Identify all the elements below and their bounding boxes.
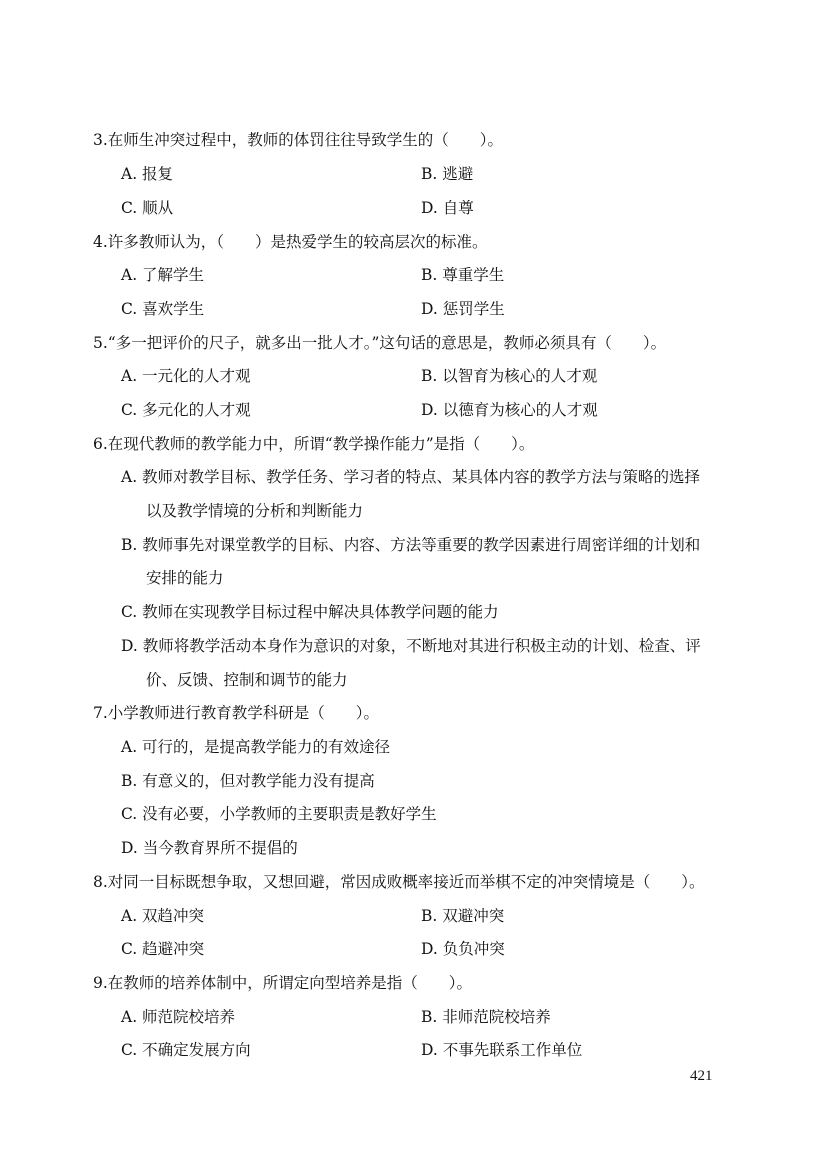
option-b: B. 非师范院校培养 bbox=[421, 1008, 551, 1026]
question-stem: 8.对同一目标既想争取，又想回避，常因成败概率接近而举棋不定的冲突情境是（ ）。 bbox=[93, 873, 705, 891]
question-stem: 5.“多一把评价的尺子，就多出一批人才。”这句话的意思是，教师必须具有（ ）。 bbox=[93, 334, 667, 352]
option-b-continued: 安排的能力 bbox=[146, 569, 224, 587]
option-a: A. 师范院校培养 bbox=[121, 1008, 236, 1026]
option-d: D. 当今教育界所不提倡的 bbox=[121, 839, 298, 857]
option-c: C. 喜欢学生 bbox=[121, 300, 205, 318]
option-a-continued: 以及教学情境的分析和判断能力 bbox=[146, 502, 364, 520]
option-c: C. 不确定发展方向 bbox=[121, 1041, 251, 1059]
option-d: D. 教师将教学活动本身作为意识的对象，不断地对其进行积极主动的计划、检查、评 bbox=[121, 637, 701, 655]
option-d: D. 负负冲突 bbox=[421, 940, 505, 958]
option-d-continued: 价、反馈、控制和调节的能力 bbox=[146, 671, 348, 689]
option-d: D. 惩罚学生 bbox=[421, 300, 505, 318]
option-b: B. 尊重学生 bbox=[421, 266, 505, 284]
option-a: A. 双趋冲突 bbox=[121, 907, 205, 925]
option-d: D. 不事先联系工作单位 bbox=[421, 1041, 583, 1059]
page-number: 421 bbox=[690, 1068, 713, 1084]
option-b: B. 逃避 bbox=[421, 165, 474, 183]
option-d: D. 以德育为核心的人才观 bbox=[421, 401, 598, 419]
option-a: A. 报复 bbox=[121, 165, 174, 183]
option-c: C. 没有必要，小学教师的主要职责是教好学生 bbox=[121, 805, 437, 823]
option-a: A. 可行的，是提高教学能力的有效途径 bbox=[121, 738, 391, 756]
option-c: C. 教师在实现教学目标过程中解决具体教学问题的能力 bbox=[121, 603, 499, 621]
option-b: B. 教师事先对课堂教学的目标、内容、方法等重要的教学因素进行周密详细的计划和 bbox=[121, 536, 701, 554]
option-c: C. 顺从 bbox=[121, 199, 174, 217]
question-stem: 7.小学教师进行教育教学科研是（ ）。 bbox=[93, 704, 380, 722]
option-c: C. 多元化的人才观 bbox=[121, 401, 251, 419]
question-stem: 3.在师生冲突过程中，教师的体罚往往导致学生的（ ）。 bbox=[93, 131, 504, 149]
option-b: B. 双避冲突 bbox=[421, 907, 505, 925]
option-b: B. 有意义的，但对教学能力没有提高 bbox=[121, 772, 375, 790]
question-stem: 6.在现代教师的教学能力中，所谓“教学操作能力”是指（ ）。 bbox=[93, 435, 535, 453]
option-b: B. 以智育为核心的人才观 bbox=[421, 367, 598, 385]
option-d: D. 自尊 bbox=[421, 199, 474, 217]
option-a: A. 了解学生 bbox=[121, 266, 205, 284]
option-a: A. 教师对教学目标、教学任务、学习者的特点、某具体内容的教学方法与策略的选择 bbox=[121, 468, 701, 486]
option-a: A. 一元化的人才观 bbox=[121, 367, 251, 385]
question-stem: 9.在教师的培养体制中，所谓定向型培养是指（ ）。 bbox=[93, 974, 473, 992]
question-stem: 4.许多教师认为，（ ）是热爱学生的较高层次的标准。 bbox=[93, 233, 488, 251]
option-c: C. 趋避冲突 bbox=[121, 940, 205, 958]
